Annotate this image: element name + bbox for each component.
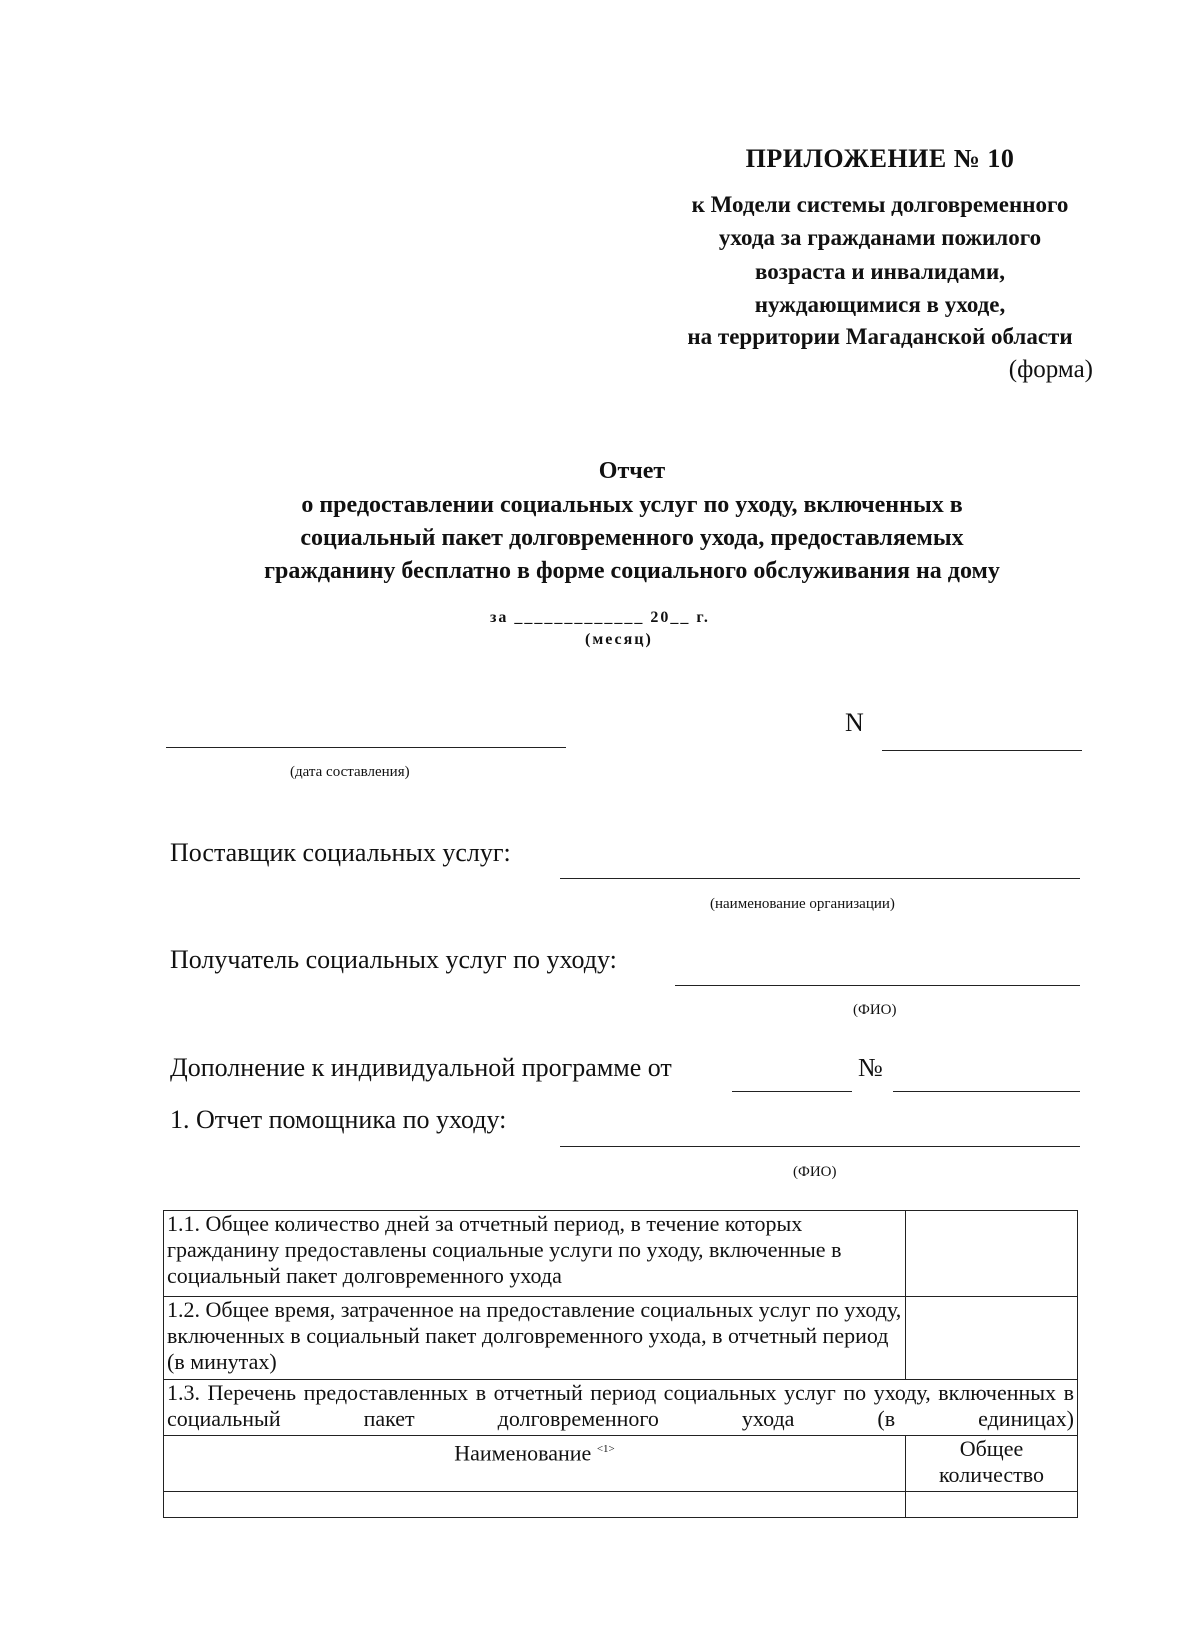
appendix-title: ПРИЛОЖЕНИЕ № 10	[745, 144, 1015, 173]
number-line[interactable]	[882, 750, 1082, 751]
row-time-value-cell[interactable]	[906, 1297, 1078, 1380]
provider-label: Поставщик социальных услуг:	[170, 838, 511, 867]
appendix-subtitle-line: на территории Магаданской области	[687, 324, 1073, 349]
provider-line[interactable]	[560, 878, 1080, 879]
row-time-label: 1.2. Общее время, затраченное на предоставление социальных услуг по уходу, включенных в социальный пакет долговременного ухода, в отчетный период (в минутах)	[164, 1297, 906, 1380]
table-row	[164, 1492, 1078, 1518]
supplement-number-line[interactable]	[893, 1091, 1080, 1092]
supplement-label: Дополнение к индивидуальной программе от	[170, 1053, 672, 1082]
service-name-cell[interactable]	[164, 1492, 906, 1518]
form-label: (форма)	[1008, 356, 1093, 383]
table-row	[164, 1380, 1078, 1436]
report-period: за _____________ 20__ г.	[490, 609, 710, 626]
appendix-subtitle-line: к Модели системы долговременного	[691, 192, 1069, 217]
name-header-text: Наименование	[454, 1440, 592, 1466]
row-services-list-label: 1.3. Перечень предоставленных в отчетный период социальных услуг по уходу, включенных в социальный пакет долговременного ухода (в единицах)	[164, 1380, 1078, 1436]
service-quantity-cell[interactable]	[906, 1492, 1078, 1518]
recipient-caption: (ФИО)	[853, 1002, 897, 1018]
document-title-line: социальный пакет долговременного ухода, предоставляемых	[300, 525, 964, 551]
date-line[interactable]	[166, 747, 566, 748]
recipient-line[interactable]	[675, 985, 1080, 986]
report-table	[163, 1210, 1078, 1518]
appendix-subtitle-line: нуждающимися в уходе,	[754, 292, 1006, 317]
footnote-mark: <1>	[596, 1443, 615, 1455]
recipient-label: Получатель социальных услуг по уходу:	[170, 945, 617, 974]
appendix-subtitle-line: ухода за гражданами пожилого	[718, 225, 1042, 250]
document-title: Отчет	[598, 458, 666, 484]
quantity-column-header: Общее количество	[906, 1436, 1078, 1492]
assistant-line[interactable]	[560, 1146, 1080, 1147]
row-days-label: 1.1. Общее количество дней за отчетный период, в течение которых гражданину предоставлены социальные услуги по уходу, включенные в социальный пакет долговременного ухода	[164, 1211, 906, 1297]
date-caption: (дата составления)	[290, 764, 410, 780]
appendix-subtitle-line: возраста и инвалидами,	[755, 259, 1005, 284]
document-title-line: о предоставлении социальных услуг по уходу, включенных в	[301, 492, 963, 518]
report-period-caption: (месяц)	[585, 631, 653, 648]
supplement-number-label: №	[858, 1053, 883, 1082]
row-days-value-cell[interactable]	[906, 1211, 1078, 1297]
provider-caption: (наименование организации)	[710, 896, 895, 912]
number-label: N	[845, 708, 864, 737]
supplement-date-line[interactable]	[732, 1091, 852, 1092]
assistant-caption: (ФИО)	[793, 1164, 837, 1180]
name-column-header	[164, 1436, 906, 1492]
table-row	[164, 1297, 1078, 1380]
table-row	[164, 1211, 1078, 1297]
assistant-label: 1. Отчет помощника по уходу:	[170, 1105, 507, 1134]
table-row	[164, 1436, 1078, 1492]
document-title-line: гражданину бесплатно в форме социального обслуживания на дому	[264, 558, 1000, 584]
